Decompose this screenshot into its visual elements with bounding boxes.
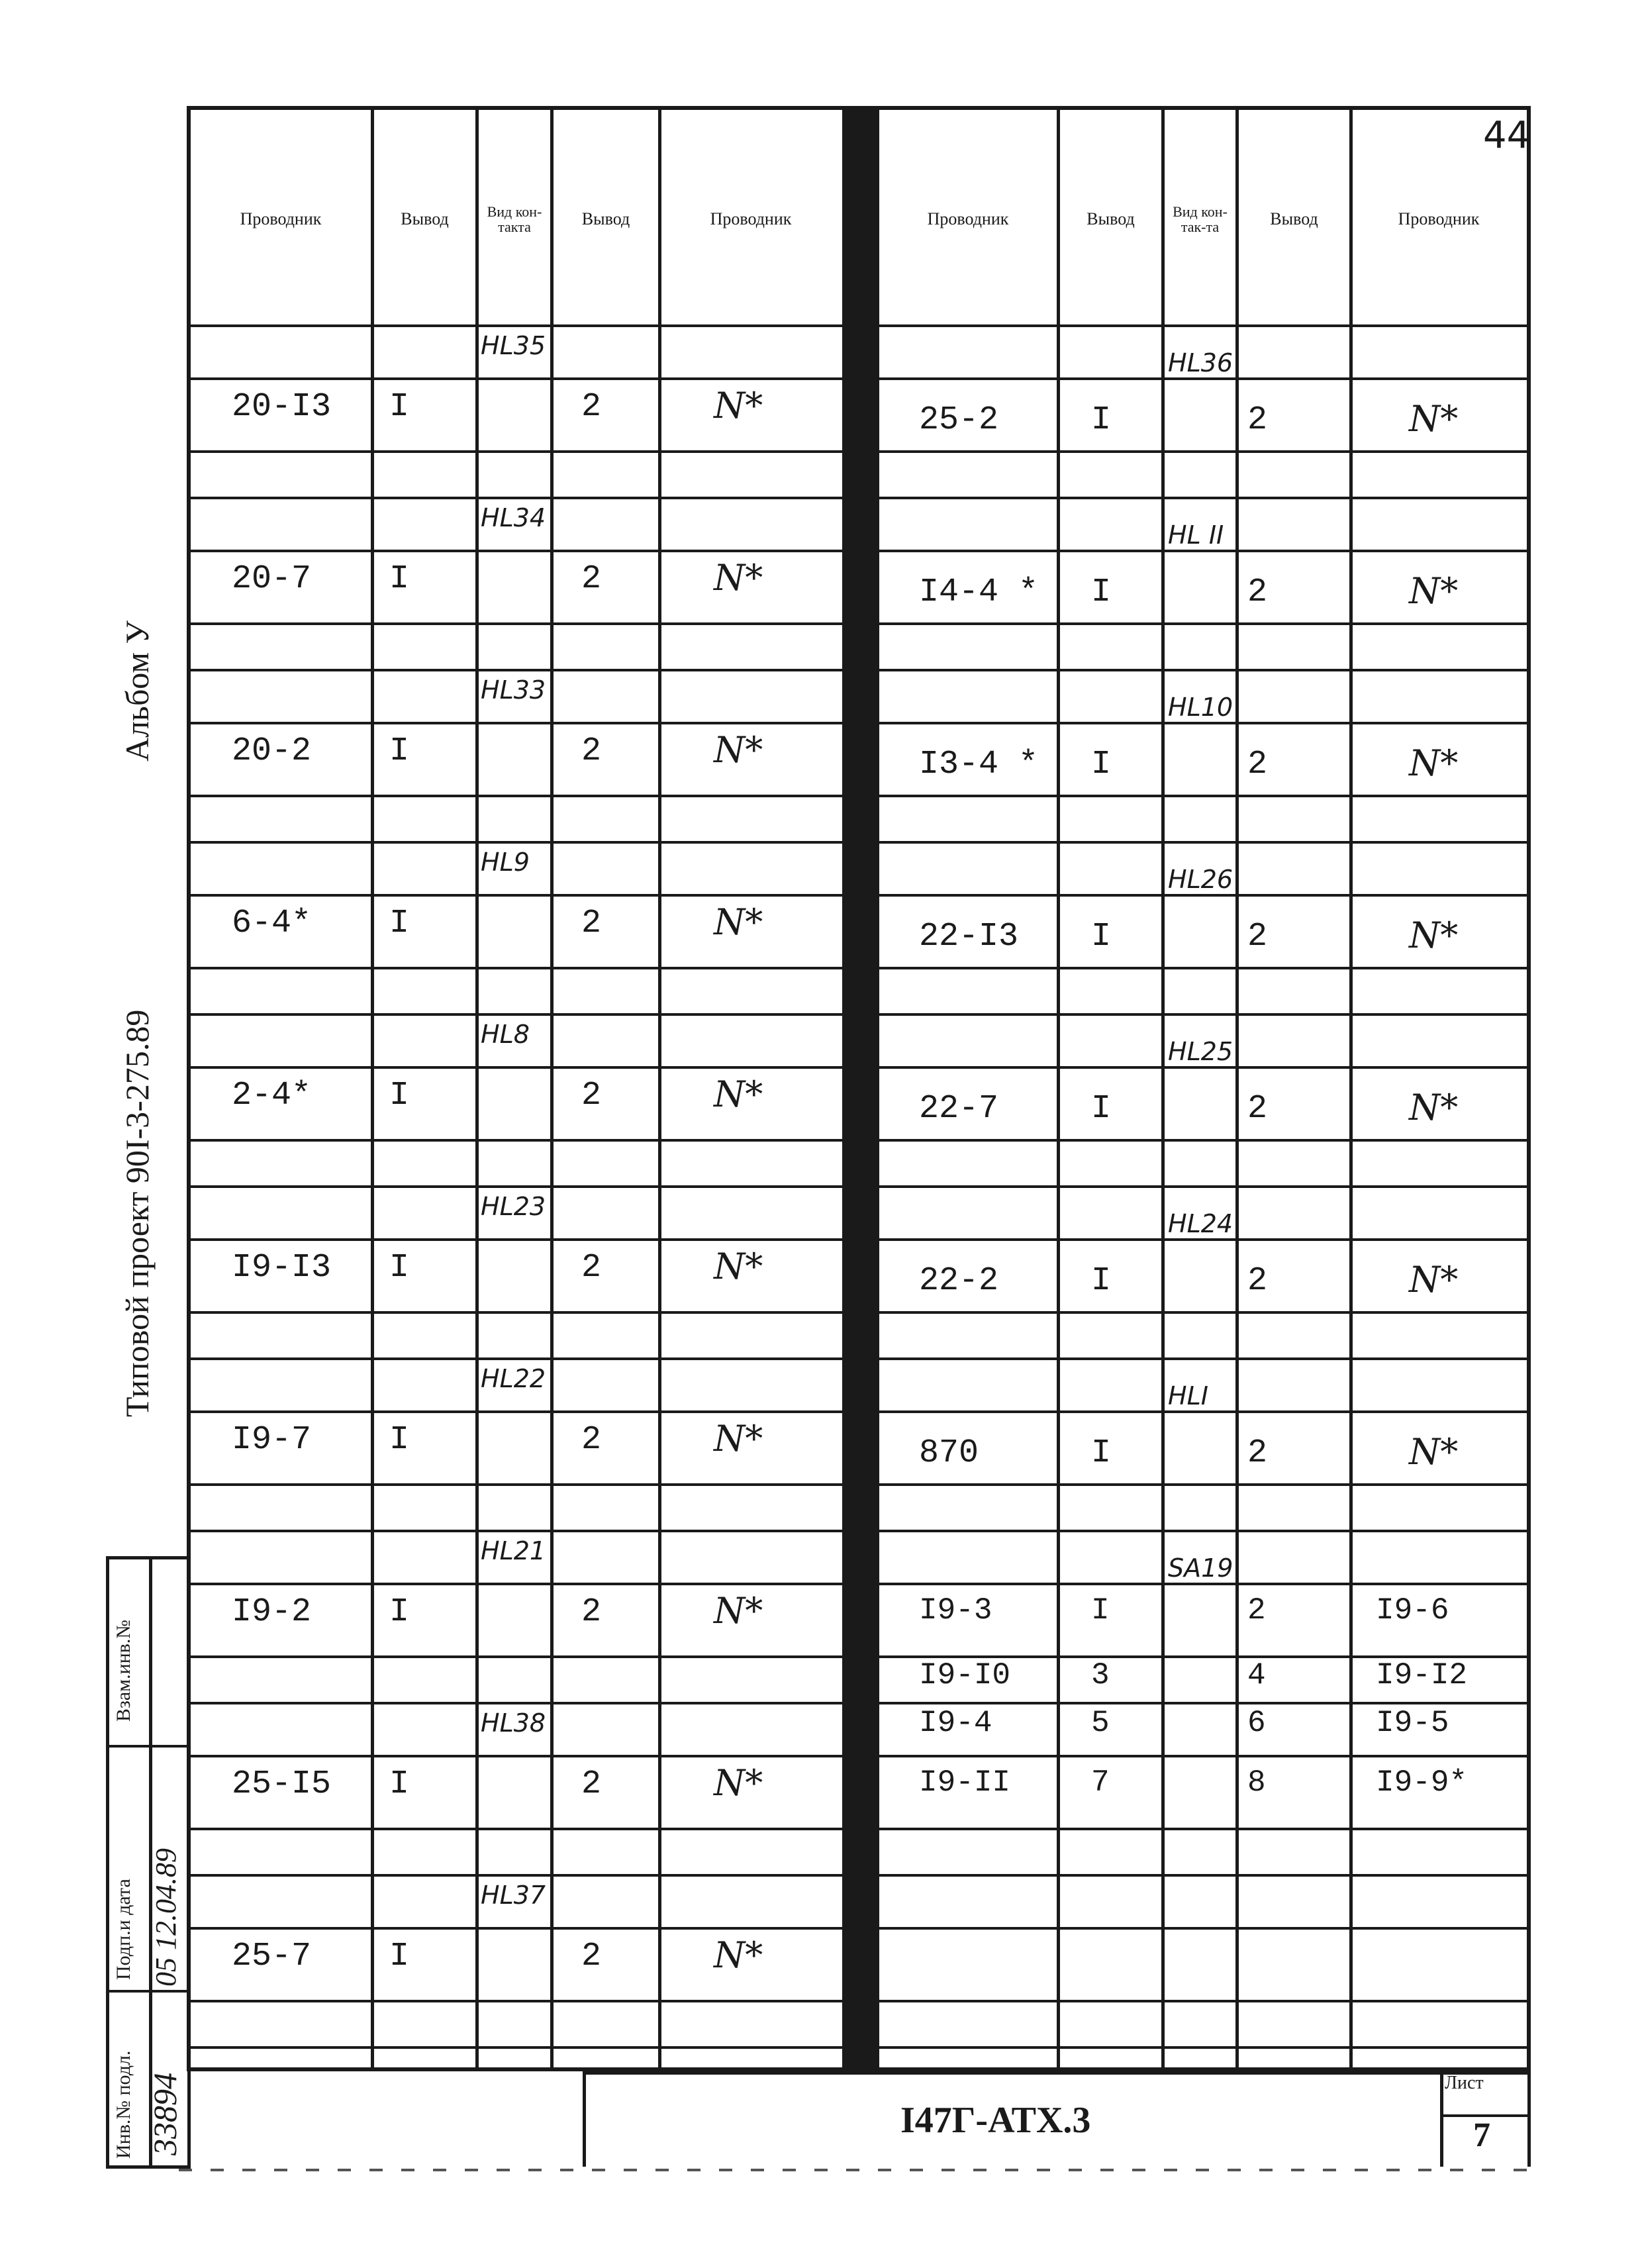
output2-cell: 2 [1247,573,1268,611]
lamp-label: HL33 [481,675,546,705]
output-cell: I [389,1421,410,1459]
output2-cell: 2 [581,1077,602,1114]
header-conductor: Проводник [240,209,322,229]
output-cell: I [389,1593,410,1631]
neutral-cell: N* [714,729,763,771]
conductor-cell: I3-4 * [919,746,1039,783]
neutral-cell: N* [714,1590,763,1632]
neutral-cell: N* [714,557,763,599]
switch-output2: 4 [1247,1658,1266,1693]
output-cell: I [1091,573,1112,611]
lamp-label: HL34 [481,503,546,532]
conductor-cell: I9-2 [232,1593,312,1631]
lamp-label: HLI [1168,1381,1208,1410]
switch-output: 5 [1091,1706,1110,1740]
output-cell: I [1091,401,1112,439]
switch-conductor: I9-I0 [919,1658,1011,1693]
neutral-cell: N* [1409,1431,1459,1473]
neutral-cell: N* [714,1934,763,1976]
output2-cell: 2 [581,732,602,770]
stamp-sign-label: Подп.и дата [113,1879,134,1980]
output2-cell: 2 [1247,401,1268,439]
neutral-cell: N* [1409,742,1459,784]
output-cell: I [1091,1090,1112,1128]
lamp-label: HL10 [1168,693,1233,722]
conductor-cell: 22-2 [919,1262,999,1300]
project-label: Типовой проект 90I-3-275.89 [119,1009,156,1417]
output-cell: I [1091,1434,1112,1472]
page-number: 44 [1483,114,1531,157]
bottom-border-dashes [179,2169,1536,2171]
stamp-sign-value: 05 12.04.89 [150,1848,182,1987]
output2-cell: 2 [1247,918,1268,956]
conductor-cell: 2-4* [232,1077,312,1114]
switch-label: SA19 [1168,1553,1233,1583]
output2-cell: 2 [581,388,602,426]
output-cell: I [389,1249,410,1287]
conductor-cell: 20-2 [232,732,312,770]
neutral-cell: N* [714,1073,763,1115]
lamp-label: HL38 [481,1708,546,1738]
output2-cell: 2 [581,1593,602,1631]
header-conductor: Проводник [927,209,1009,229]
conductor-cell: 25-2 [919,401,999,439]
switch-output2: 2 [1247,1593,1266,1628]
output-cell: I [389,388,410,426]
lamp-label: HL26 [1168,865,1233,894]
output2-cell: 2 [1247,1434,1268,1472]
lamp-label: HL II [1168,520,1224,550]
stamp-inv-value: 33894 [146,2073,183,2155]
conductor-cell: 22-7 [919,1090,999,1128]
switch-conductor: I9-3 [919,1593,992,1628]
header-contact-type: Вид кон-такта [487,203,542,235]
conductor-cell: I9-7 [232,1421,312,1459]
conductor-cell: 20-7 [232,560,312,598]
header-contact-type: Вид кон-так-та [1173,203,1228,235]
output2-cell: 2 [581,1938,602,1975]
switch-conductor2: I9-I2 [1376,1658,1468,1693]
sheet-label: Лист [1445,2073,1484,2093]
neutral-cell: N* [714,901,763,943]
output-cell: I [389,1938,410,1975]
output-cell: I [1091,1262,1112,1300]
switch-conductor: I9-II [919,1765,1011,1800]
output2-cell: 2 [1247,1262,1268,1300]
conductor-cell: 20-I3 [232,388,332,426]
conductor-cell: 870 [919,1434,979,1472]
switch-output: I [1091,1593,1110,1628]
switch-conductor: I9-4 [919,1706,992,1740]
conductor-cell: I9-I3 [232,1249,332,1287]
header-output: Вывод [401,209,449,229]
stamp-inv-label: Инв.№ подл. [113,2050,134,2159]
right-wiring-table [875,106,1531,2071]
output2-cell: 2 [581,560,602,598]
header-output-2: Вывод [1270,209,1318,229]
conductor-cell: I4-4 * [919,573,1039,611]
lamp-label: HL8 [481,1020,530,1049]
switch-conductor2: I9-5 [1376,1706,1449,1740]
lamp-label: HL21 [481,1536,546,1565]
switch-output2: 6 [1247,1706,1266,1740]
neutral-cell: N* [1409,1087,1459,1128]
lamp-label: HL35 [481,331,546,360]
output2-cell: 2 [581,1421,602,1459]
switch-output: 3 [1091,1658,1110,1693]
output-cell: I [1091,746,1112,783]
left-wiring-table [187,106,846,2071]
lamp-label: HL9 [481,848,530,877]
conductor-cell: 6-4* [232,905,312,942]
neutral-cell: N* [714,1762,763,1804]
switch-output2: 8 [1247,1765,1266,1800]
header-output-2: Вывод [581,209,630,229]
neutral-cell: N* [1409,398,1459,440]
output-cell: I [389,1765,410,1803]
output-cell: I [1091,918,1112,956]
conductor-cell: 25-I5 [232,1765,332,1803]
table-divider [842,106,879,2071]
conductor-cell: 22-I3 [919,918,1019,956]
header-output: Вывод [1087,209,1135,229]
conductor-cell: 25-7 [232,1938,312,1975]
lamp-label: HL25 [1168,1037,1233,1066]
switch-conductor2: I9-6 [1376,1593,1449,1628]
neutral-cell: N* [714,385,763,426]
output2-cell: 2 [581,905,602,942]
sheet-number: 7 [1473,2116,1490,2154]
output2-cell: 2 [1247,1090,1268,1128]
header-conductor-2: Проводник [710,209,792,229]
switch-output: 7 [1091,1765,1110,1800]
output-cell: I [389,905,410,942]
document-code: I47Г-АТХ.3 [900,2100,1091,2141]
output2-cell: 2 [1247,746,1268,783]
neutral-cell: N* [714,1418,763,1459]
neutral-cell: N* [1409,1259,1459,1301]
lamp-label: HL24 [1168,1209,1233,1238]
header-conductor-2: Проводник [1398,209,1480,229]
stamp-vzam-label: Взам.инв.№ [113,1619,134,1722]
output-cell: I [389,732,410,770]
neutral-cell: N* [1409,914,1459,956]
neutral-cell: N* [1409,570,1459,612]
neutral-cell: N* [714,1246,763,1287]
album-label: Альбом У [119,620,156,762]
output2-cell: 2 [581,1249,602,1287]
output-cell: I [389,1077,410,1114]
lamp-label: HL23 [481,1192,546,1221]
output-cell: I [389,560,410,598]
switch-conductor2: I9-9* [1376,1765,1468,1800]
lamp-label: HL37 [481,1881,546,1910]
lamp-label: HL22 [481,1364,546,1393]
output2-cell: 2 [581,1765,602,1803]
lamp-label: HL36 [1168,348,1233,377]
